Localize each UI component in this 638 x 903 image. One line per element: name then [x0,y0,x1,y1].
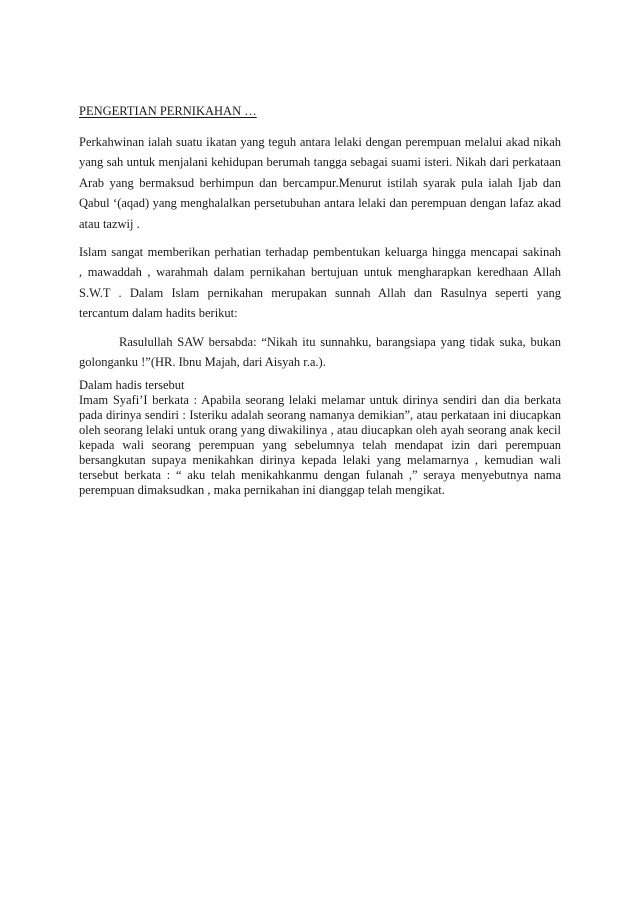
paragraph-definition [79,132,561,234]
text-line: Islam sangat memberikan perhatian terhadap pembentukan keluarga hingga mencapai sakinah [79,245,561,260]
text-line: oleh seorang lelaki untuk orang yang diwakilinya , atau diucapkan oleh ayah seorang anak kecil [79,423,561,438]
text-line: Perkahwinan ialah suatu ikatan yang teguh antara lelaki dengan perempuan melalui akad nikah [79,135,561,149]
hadith-quote [79,332,561,373]
text-line: , mawaddah , warahmah dalam pernikahan bertujuan untuk mengharapkan keredhaan Allah [79,265,561,280]
text-line: Rasulullah SAW bersabda: “Nikah itu sunnahku, barangsiapa yang tidak suka, bukan [119,334,561,349]
paragraph-hadis [79,378,561,498]
text-line: tercantum dalam hadits berikut: [79,306,238,321]
document-heading: PENGERTIAN PERNIKAHAN … [79,104,257,118]
text-line: Dalam hadis tersebut [79,378,185,393]
text-line: bersangkutan supaya menikahkan dirinya kepada lelaki yang melamarnya , kemudian wali [79,453,561,468]
text-line: tersebut berkata : “ aku telah menikahkanmu dengan fulanah ,” seraya menyebutnya nama [79,468,561,483]
paragraph-islam [79,242,561,324]
text-line: perempuan dimaksudkan , maka pernikahan ini dianggap telah mengikat. [79,483,445,498]
document-page [79,102,561,498]
text-line: S.W.T . Dalam Islam pernikahan merupakan sunnah Allah dan Rasulnya seperti yang [79,285,561,300]
text-line: Qabul ‘(aqad) yang menghalalkan persetubuhan antara lelaki dan perempuan dengan lafaz akad [79,196,561,211]
text-line: yang sah untuk menjalani kehidupan berumah tangga sebagai suami isteri. Nikah dari perkataan [79,155,561,170]
text-line: kepada wali seorang perempuan yang sebelumnya telah mendapat izin dari perempuan [79,438,561,453]
text-line: golonganku !”(HR. Ibnu Majah, dari Aisyah r.a.). [79,355,326,370]
text-line: Imam Syafi’I berkata : Apabila seorang lelaki melamar untuk dirinya sendiri dan dia berkata [79,393,561,408]
text-line: atau tazwij . [79,216,140,231]
text-line: Arab yang bermaksud berhimpun dan bercampur.Menurut istilah syarak pula ialah Ijab dan [79,175,561,190]
text-line: pada dirinya sendiri : Isteriku adalah seorang namanya demikian”, atau perkataan ini diucapkan [79,408,561,423]
